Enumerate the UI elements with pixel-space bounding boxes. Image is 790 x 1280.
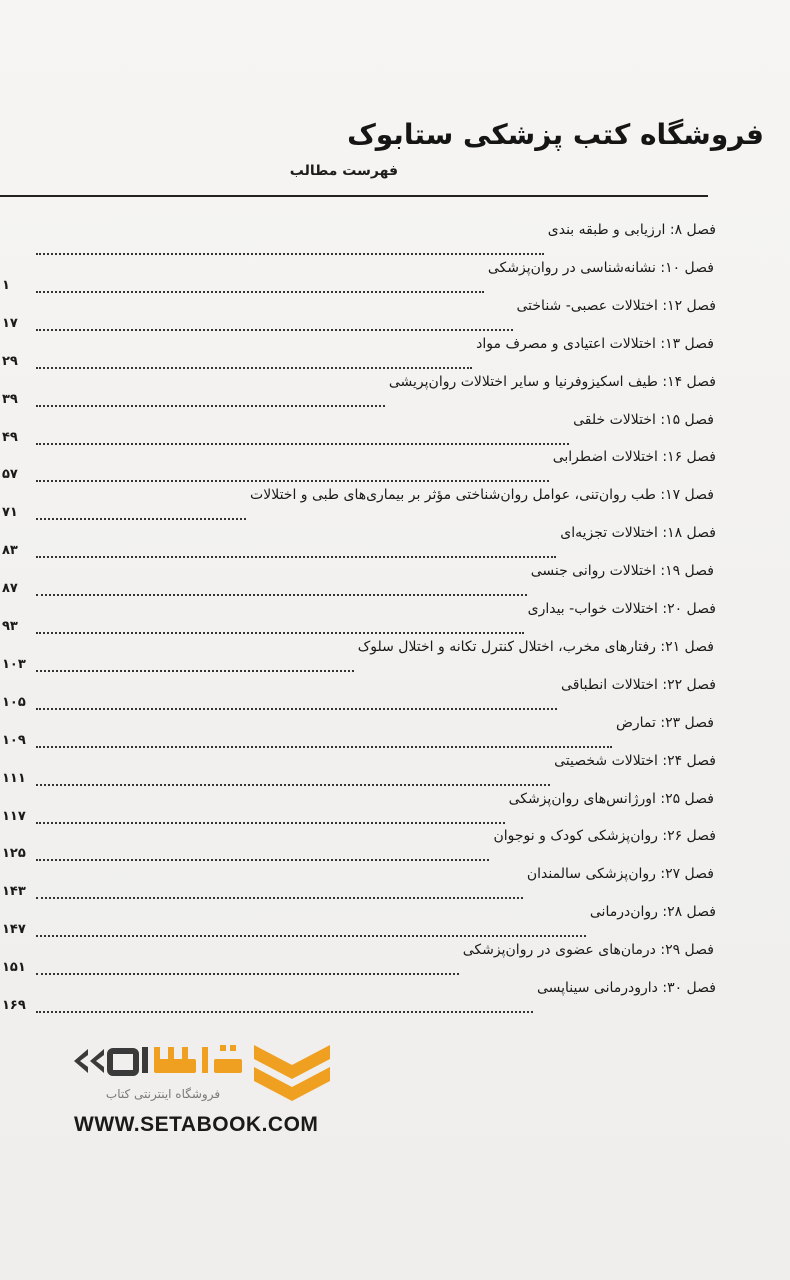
toc-entry-title: فصل ۱۸: اختلالات تجزیه‌ای [560, 525, 716, 542]
toc-leader-dots [36, 291, 484, 293]
page-title: فروشگاه کتب پزشکی ستابوک [347, 118, 764, 151]
toc-leader-dots [36, 973, 459, 975]
toc-leader-dots [36, 1011, 533, 1013]
toc-leader-dots [36, 594, 527, 596]
toc-entry-page: ۱۰۹ [2, 732, 26, 748]
toc-leader-dots [36, 518, 246, 520]
setabook-logo [60, 1035, 340, 1145]
toc-leader-dots [36, 329, 513, 331]
toc-leader-dots [36, 632, 524, 634]
toc-entry-page: ۱۴۷ [2, 922, 26, 938]
toc-entry-page: ۷۱ [2, 505, 18, 521]
toc-entry-title: فصل ۲۷: روان‌پزشکی سالمندان [526, 866, 714, 883]
toc-leader-dots [36, 746, 612, 748]
toc-entry-page: ۱۱۷ [2, 808, 26, 824]
toc-entry-page: ۱۴۳ [2, 884, 26, 900]
toc-entry-title: فصل ۲۹: درمان‌های عضوی در روان‌پزشکی [462, 942, 714, 959]
toc-entry-page: ۵۷ [2, 467, 18, 483]
toc-entry-title: فصل ۲۳: تمارض [615, 714, 714, 731]
logo-tagline: فروشگاه اینترنتی کتاب [105, 1087, 221, 1101]
toc-leader-dots [36, 784, 550, 786]
toc-entry-page: ۱۱۱ [2, 770, 26, 786]
toc-entry-page: ۱۰۳ [2, 656, 26, 672]
toc-entry-page: ۸۷ [2, 581, 18, 597]
toc-entry-title: فصل ۲۴: اختلالات شخصیتی [554, 752, 716, 769]
toc-entry-page: ۱۷ [2, 315, 18, 331]
toc-entry-page: ۱۰۵ [2, 694, 26, 710]
toc-entry-page: ۹۳ [2, 619, 18, 634]
toc-leader-dots [36, 253, 544, 255]
toc-leader-dots [36, 443, 569, 445]
toc-entry-title: فصل ۲۶: روان‌پزشکی کودک و نوجوان [493, 828, 716, 845]
toc-entry-title: فصل ۲۵: اورژانس‌های روان‌پزشکی [508, 790, 714, 807]
toc-leader-dots [36, 897, 523, 899]
toc-leader-dots [36, 859, 489, 861]
toc-entry-title: فصل ۱۵: اختلالات خلقی [573, 411, 714, 428]
logo-url: WWW.SETABOOK.COM [74, 1113, 319, 1136]
toc-entry-page: ۱۶۹ [2, 998, 26, 1013]
toc-entry-title: فصل ۸: ارزیابی و طبقه بندی [547, 222, 716, 238]
toc-entry-title: فصل ۳۰: دارودرمانی سیناپسی [536, 980, 716, 996]
toc-leader-dots [36, 822, 505, 824]
toc-entry-title: فصل ۱۷: طب روان‌تنی، عوامل روان‌شناختی مؤثر بر بیماری‌های طبی و اختلالات [250, 487, 714, 504]
toc-entry-title: فصل ۱۹: اختلالات روانی جنسی [530, 563, 714, 580]
toc-entry-title: فصل ۱۴: طیف اسکیزوفرنیا و سایر اختلالات روان‌پریشی [388, 373, 716, 390]
toc-entry-page: ۱۲۵ [2, 846, 26, 862]
toc-leader-dots [36, 556, 556, 558]
toc-entry-page: ۸۳ [2, 543, 18, 559]
logo-chevron-icon [250, 1039, 334, 1109]
toc-entry-title: فصل ۲۸: روان‌درمانی [589, 904, 716, 921]
toc-entry-title: فصل ۱۳: اختلالات اعتیادی و مصرف مواد [476, 335, 714, 352]
toc-entry-title: فصل ۲۱: رفتارهای مخرب، اختلال کنترل تکانه و اختلال سلوک [357, 638, 714, 655]
toc-leader-dots [36, 708, 557, 710]
toc-entry-page: ۱ [2, 277, 10, 293]
toc-entry-title: فصل ۲۲: اختلالات انطباقی [561, 676, 716, 693]
toc-leader-dots [36, 670, 354, 672]
toc-leader-dots [36, 405, 385, 407]
toc-entry-page: ۳۹ [2, 391, 18, 407]
toc-leader-dots [36, 480, 549, 482]
logo-wordmark-icon [70, 1041, 245, 1081]
toc-entry-page: ۲۹ [2, 353, 18, 369]
toc-entry-title: فصل ۲۰: اختلالات خواب- بیداری [527, 601, 716, 617]
page-subtitle: فهرست مطالب [289, 163, 398, 179]
toc-entry-title: فصل ۱۶: اختلالات اضطرابی [552, 449, 716, 466]
toc-leader-dots [36, 935, 586, 937]
toc-leader-dots [36, 367, 472, 369]
toc-entry-title: فصل ۱۲: اختلالات عصبی- شناختی [516, 297, 716, 314]
toc-entry-page: ۴۹ [2, 429, 18, 445]
toc-entry-page: ۱۵۱ [2, 960, 26, 976]
toc-entry-title: فصل ۱۰: نشانه‌شناسی در روان‌پزشکی [487, 259, 714, 276]
